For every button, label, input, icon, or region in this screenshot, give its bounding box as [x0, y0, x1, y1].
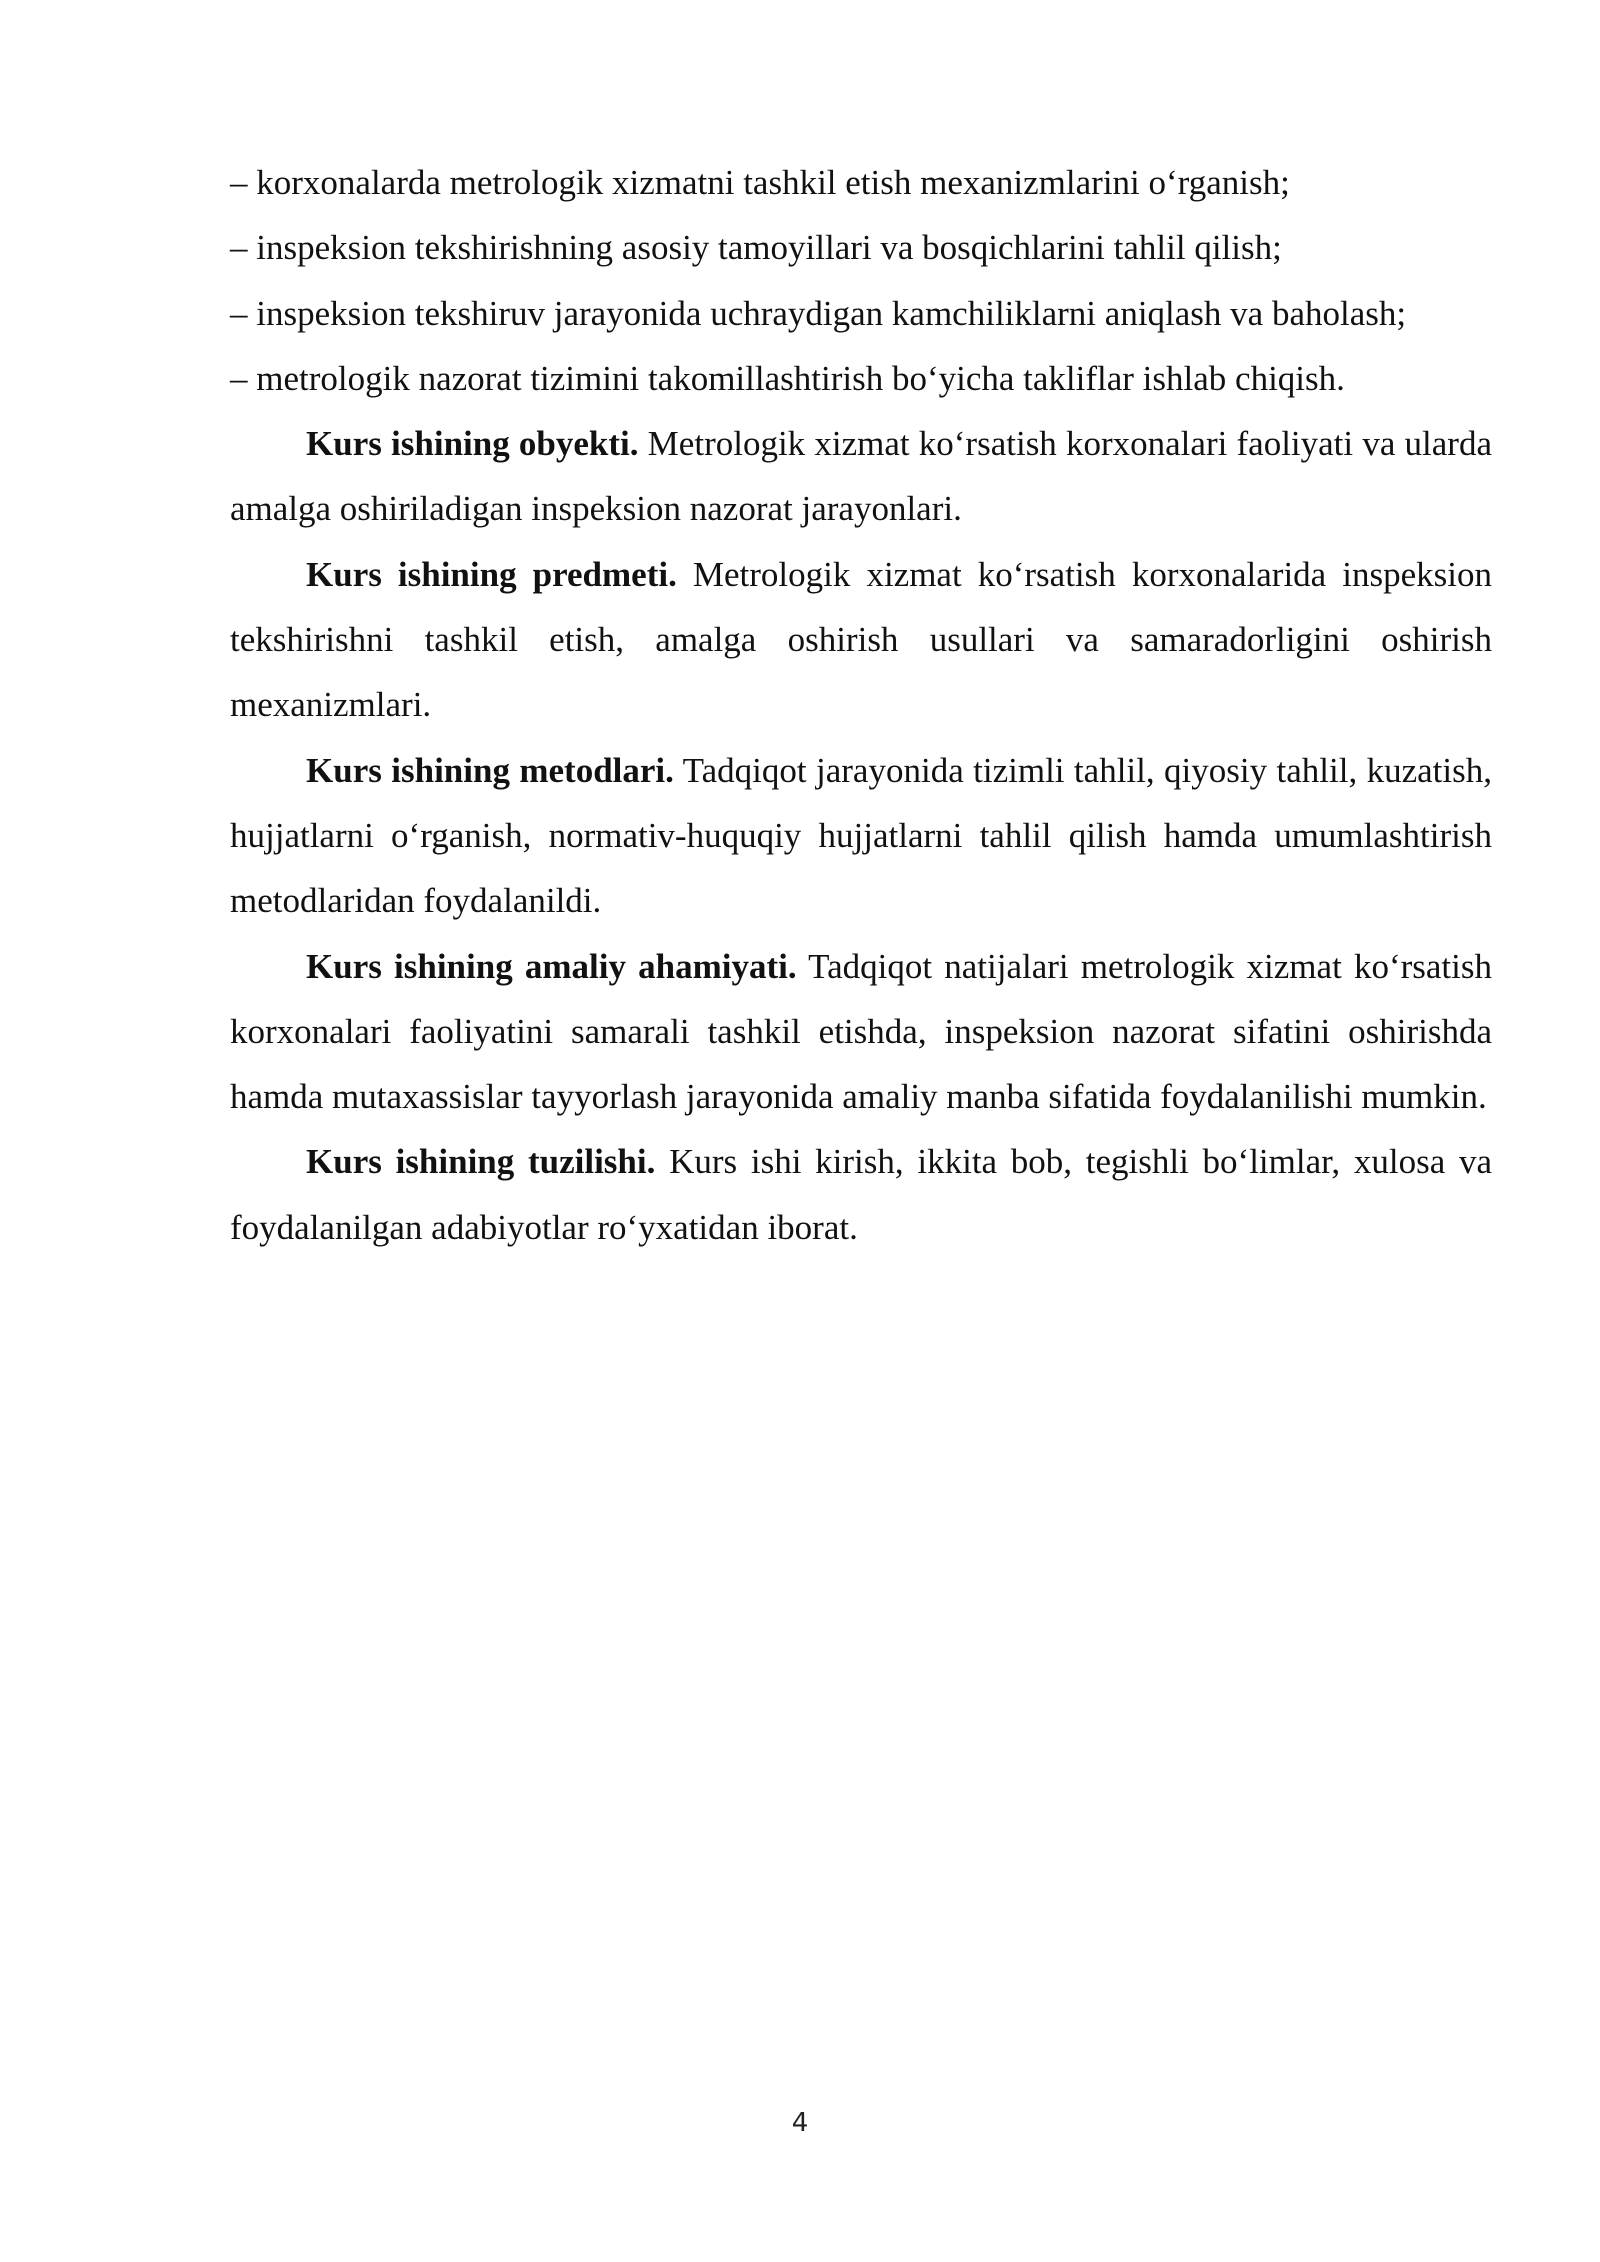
paragraph-heading: Kurs ishining obyekti.: [306, 424, 639, 464]
paragraph-text: Tadqiqot jarayonida tizimli tahlil, qiyosiy tahlil, kuzatish, hujjatlarni o‘rganish, normativ-huquqiy hujjatlarni tahlil qilish hamda umumlashtirish metodlaridan foydalanildi.: [230, 750, 1492, 921]
paragraph-object: [230, 411, 1492, 542]
paragraph-text: Metrologik xizmat ko‘rsatish korxonalari faoliyati va ularda amalga oshiriladigan inspeksion nazorat jarayonlari.: [230, 424, 1492, 529]
paragraph-structure: [230, 1129, 1492, 1260]
paragraph-text: Tadqiqot natijalari metrologik xizmat ko‘rsatish korxonalari faoliyatini samarali tashkil etishda, inspeksion nazorat sifatini oshirishda hamda mutaxassislar tayyorlash jarayonida amaliy manba sifatida foydalanilishi mumkin.: [230, 946, 1492, 1117]
paragraph-heading: Kurs ishining predmeti.: [306, 554, 677, 594]
paragraph-heading: Kurs ishining amaliy ahamiyati.: [306, 946, 797, 986]
list-item: – metrologik nazorat tizimini takomillashtirish bo‘yicha takliflar ishlab chiqish.: [230, 358, 1345, 398]
list-item: – inspeksion tekshiruv jarayonida uchraydigan kamchiliklarni aniqlash va baholash;: [230, 293, 1407, 333]
list-item: – inspeksion tekshirishning asosiy tamoyillari va bosqichlarini tahlil qilish;: [230, 228, 1282, 268]
list-item: – korxonalarda metrologik xizmatni tashkil etish mexanizmlarini o‘rganish;: [230, 163, 1290, 202]
page-body: [230, 150, 1492, 1260]
paragraph-heading: Kurs ishining tuzilishi.: [306, 1142, 656, 1182]
page-number: 4: [791, 2108, 809, 2138]
paragraph-heading: Kurs ishining metodlari.: [306, 750, 674, 790]
paragraph-methods: [230, 738, 1492, 934]
paragraph-subject: [230, 542, 1492, 738]
paragraph-text: Metrologik xizmat ko‘rsatish korxonalarida inspeksion tekshirishni tashkil etish, amalga oshirish usullari va samaradorligini oshirish mexanizmlari.: [230, 554, 1492, 725]
paragraph-text: Kurs ishi kirish, ikkita bob, tegishli bo‘limlar, xulosa va foydalanilgan adabiyotlar ro‘yxatidan iborat.: [230, 1142, 1493, 1247]
paragraph-practical-significance: [230, 934, 1492, 1130]
